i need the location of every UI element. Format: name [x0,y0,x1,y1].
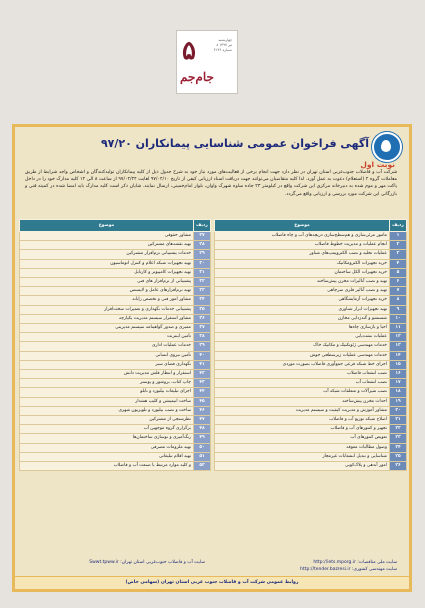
row-subject: خرید تجهیزات الکترومکانیک [215,259,390,268]
table-row [215,268,407,277]
table-row [20,268,211,277]
water-company-logo-icon [372,132,402,162]
table-row [20,287,211,296]
row-number: ۳۴ [194,296,211,305]
row-subject: مامور مرئی‌سازی و هم‌سطح‌سازی دریچه‌های آب و چاه فاضلاب [215,232,390,241]
row-number: ۳۶ [194,314,211,323]
row-subject: نصب انشعاب فاضلاب [215,370,390,379]
row-subject: خدمات مهندسی ژئوتکنیک و مکانیک خاک [215,342,390,351]
ad-footer: روابط عمومی شرکت آب و فاضلاب جنوب غربی استان تهران (سهامی خاص) [15,576,409,589]
ad-round: نوبت اول [360,160,395,169]
tender-advertisement [12,124,412,592]
row-subject: احداث مخزن پیش‌ساخته [215,397,390,406]
row-subject: خرید تجهیزات الکل ساختمان [215,268,390,277]
websites-right [207,559,397,573]
row-number: ۵۰ [194,443,211,452]
row-subject: خدمات پشتیبانی نرم‌افزار مشترکین [20,250,194,259]
issue-info [200,38,232,53]
table-row [20,232,211,241]
table-row [215,305,407,314]
row-number: ۱۶ [390,370,407,379]
row-subject: تهیه اقلام تبلیغاتی [20,452,194,461]
ad-title: آگهی فراخوان عمومی شناسایی پیمانکاران ۹۷/۲۰ [100,137,369,150]
table-row [20,250,211,259]
websites-left [25,559,205,566]
row-number: ۲۷ [194,232,211,241]
table-row [215,296,407,305]
row-subject: تهیه تجهیزات شبکه اعلام و کنترل اتوماسیون [20,259,194,268]
table-row [20,333,211,342]
row-subject: شستشو و گندزدایی مخازن [215,314,390,323]
table-row [215,443,407,452]
row-subject: خدمات عملیات اداری [20,342,194,351]
row-number: ۳۰ [194,259,211,268]
row-number: ۲۳ [390,434,407,443]
row-subject: نصب شیرآلات و متعلقات شبکه آب [215,388,390,397]
row-number: ۴ [390,259,407,268]
table-row [20,259,211,268]
row-subject: مشاور استقرار سیستم مدیریت یکپارچه [20,314,194,323]
table-row [215,379,407,388]
row-number: ۶ [390,278,407,287]
row-number: ۳۸ [194,333,211,342]
issue-number: شماره ۴۱۳۶ [213,48,232,52]
issue-date: ۸ تیر ۱۳۹۷ [216,43,232,47]
table-row [215,425,407,434]
row-number: ۴۷ [194,416,211,425]
table-row [215,287,407,296]
col-subject-header: موضوع [20,220,194,232]
row-subject: ممیزی و صدور گواهینامه سیستم مدیریتی [20,324,194,333]
row-number: ۸ [390,296,407,305]
row-number: ۲۴ [390,443,407,452]
row-number: ۴۲ [194,370,211,379]
table-row [20,425,211,434]
issue-weekday: چهارشنبه [218,38,232,42]
table-row [20,397,211,406]
newspaper-logo: جام‌جم [180,70,214,84]
row-number: ۱۱ [390,324,407,333]
row-subject: پشتیبانی از نرم‌افزار های فنی [20,278,194,287]
row-number: ۱ [390,232,407,241]
table-row [215,360,407,369]
row-subject: تهیه و نصب آنالیزات مخزن پیش‌ساخته [215,278,390,287]
row-subject: تهیه تجهیزات ابزار شناوری [215,305,390,314]
row-subject: و کلیه موارد مرتبط با صنعت آب و فاضلاب [20,462,194,471]
row-number: ۴۵ [194,397,211,406]
table-row [215,324,407,333]
ad-intro-text: شرکت آب و فاضلاب جنوب‌غربی استان تهران در نظر دارد جهت انجام برخی از فعالیت‌های مورد نیاز خود به شرح جدول ذیل از کلیه پیمانکاران تولیدکنندگان و اشخاص واجد شرایط از طریق معاملات گروه ۲ (استعلام) دعوت به عمل آورد. لذا کلیه متقاضیان می‌توانند جهت دریافت اسناد ارزیابی کیفی از تاریخ ۹۷/۰۴/۱۰ لغایت ۹۷/۰۴/۲۴ از ساعت ۸ الی ۱۴ کلیه مدارک خود را در داخل پاکت مهر و موم شده به دبیرخانه مرکزی این شرکت واقع در کیلومتر ۲۳ جاده ساوه شهرک واوان، بلوار امام‌خمینی، ارسال نمایند. شایان ذکر است کلیه مدارک باید امضا شده در کمیته فنی و بازرگانی این شرکت مورد بررسی و ارزیابی واقع می‌گردد. [25,170,397,197]
row-subject: تهیه و نصب آنالیز فلزی سرچاهی [215,287,390,296]
table-row [20,351,211,360]
table-row [20,324,211,333]
col-num-header: ردیف [390,220,407,232]
table-row [215,397,407,406]
table-row [20,296,211,305]
row-number: ۳۱ [194,268,211,277]
row-subject: تهیه تجهیزات کامپیوتر و کارتابل [20,268,194,277]
table-row [215,434,407,443]
table-row [215,351,407,360]
row-subject: پشتیبانی خدمات نگهداری و تعمیرات سخت‌افزار [20,305,194,314]
table-row [215,250,407,259]
table-row [20,314,211,323]
row-number: ۴۰ [194,351,211,360]
row-subject: نصب انشعاب آب [215,379,390,388]
row-subject: تأمین نیروی انسانی [20,351,194,360]
row-subject: تعویض کنتورهای آب [215,434,390,443]
row-number: ۱۲ [390,333,407,342]
row-subject: استقرار و انتظار فلش مدیریت دانش [20,370,194,379]
table-row [20,416,211,425]
items-table-right [214,219,407,471]
row-subject: ساخت انیمیشن و کلیپ هشدار [20,397,194,406]
row-subject: رنگ‌آمیزی و نوسازی ساختمان‌ها [20,434,194,443]
row-number: ۲ [390,241,407,250]
table-row [215,232,407,241]
row-number: ۲۵ [390,452,407,461]
row-number: ۹ [390,305,407,314]
table-row [20,452,211,461]
row-number: ۳۵ [194,305,211,314]
row-subject: اجرای تبلیغات بیلبورد و تابلو [20,388,194,397]
table-row [215,278,407,287]
table-row [20,278,211,287]
table-row [20,342,211,351]
table-row [215,462,407,471]
row-subject: تهیه نرم‌افزارهای عامل و لایسنس [20,287,194,296]
table-row [215,314,407,323]
row-number: ۷ [390,287,407,296]
row-number: ۲۰ [390,406,407,415]
row-number: ۳۷ [194,324,211,333]
table-row [20,462,211,471]
row-subject: مشاور امور فنی و تخصص رایانه [20,296,194,305]
site-national-tenders[interactable]: سایت ملی مناقصات: http://iets.mporg.ir [313,560,397,565]
row-number: ۵۲ [194,462,211,471]
row-number: ۴۹ [194,434,211,443]
row-number: ۲۸ [194,241,211,250]
table-row [20,406,211,415]
row-subject: تهیه نقشه‌های مشترکین [20,241,194,250]
table-row [215,388,407,397]
row-number: ۳۲ [194,278,211,287]
table-row [215,259,407,268]
row-number: ۱۳ [390,342,407,351]
row-number: ۴۸ [194,425,211,434]
row-subject: انجام عملیات و مدیریت خطوط فاضلاب [215,241,390,250]
row-subject: تهیه ملزومات مصرفی [20,443,194,452]
table-row [20,388,211,397]
table-row [215,452,407,461]
row-subject: تأمین اینترنت [20,333,194,342]
row-subject: احیا و بازسازی چاه‌ها [215,324,390,333]
row-number: ۴۶ [194,406,211,415]
row-number: ۳۹ [194,342,211,351]
table-row [215,406,407,415]
row-number: ۴۱ [194,360,211,369]
row-number: ۵ [390,268,407,277]
row-subject: مشاور حقوقی [20,232,194,241]
items-table-left [19,219,211,471]
row-number: ۴۳ [194,379,211,388]
table-row [215,342,407,351]
table-row [20,360,211,369]
row-subject: چاپ کتاب، بروشور و پوستر [20,379,194,388]
row-number: ۲۶ [390,462,407,471]
row-subject: خرید تجهیزات آزمایشگاهی [215,296,390,305]
row-number: ۲۱ [390,416,407,425]
row-number: ۲۲ [390,425,407,434]
row-number: ۱۰ [390,314,407,323]
row-subject: عملیات نشت‌یابی [215,333,390,342]
table-row [215,333,407,342]
row-number: ۱۸ [390,388,407,397]
row-number: ۱۹ [390,397,407,406]
table-row [215,416,407,425]
table-row [215,241,407,250]
row-subject: خدمات مهندسی عملیات زیرسطحی جوش [215,351,390,360]
row-number: ۱۷ [390,379,407,388]
table-row [20,241,211,250]
row-number: ۲۹ [194,250,211,259]
row-number: ۴۴ [194,388,211,397]
row-subject: نگهداری فضای سبز [20,360,194,369]
table-row [215,370,407,379]
row-subject: مشاور آموزش و مدیریت کیفیت و سیستم مدیریت [215,406,390,415]
row-number: ۱۵ [390,360,407,369]
col-subject-header: موضوع [215,220,390,232]
table-row [20,379,211,388]
table-row [20,370,211,379]
issue-page-number: ۵ [182,36,196,66]
row-number: ۳ [390,250,407,259]
site-engineering[interactable]: سایت مهندسی کشوری: http://tender.bazresi.ir [300,567,397,572]
row-subject: تجهیز و کنتورهای آب و فاضلاب [215,425,390,434]
row-subject: اجرای خط شبکه فرعی جمع‌آوری فاضلاب بصورت موردی [215,360,390,369]
row-number: ۱۴ [390,351,407,360]
row-subject: عملیات تخلیه و نصب الکتروپمپ‌های شناور [215,250,390,259]
items-tables [19,219,407,549]
row-subject: وصول مطالبات معوقه [215,443,390,452]
row-subject: برگزاری گروه موجهین آب [20,425,194,434]
table-row [20,443,211,452]
row-subject: شناسایی و تبدیل انشعابات غیرمجاز [215,452,390,461]
col-num-header: ردیف [194,220,211,232]
row-subject: ساخت و نصب بیلبورد و تلویزیون شهری [20,406,194,415]
row-subject: امور آبدهی و پلاک‌کوبی [215,462,390,471]
row-subject: نظرسنجی از مشترکین [20,416,194,425]
row-number: ۵۱ [194,452,211,461]
site-company[interactable]: سایت آب و فاضلاب جنوب‌غربی استان تهران: Swwt.tpww.ir [89,560,205,565]
table-row [20,434,211,443]
row-number: ۳۳ [194,287,211,296]
table-row [20,305,211,314]
row-subject: اصلاح شبکه توزیع آب و فاضلاب [215,416,390,425]
